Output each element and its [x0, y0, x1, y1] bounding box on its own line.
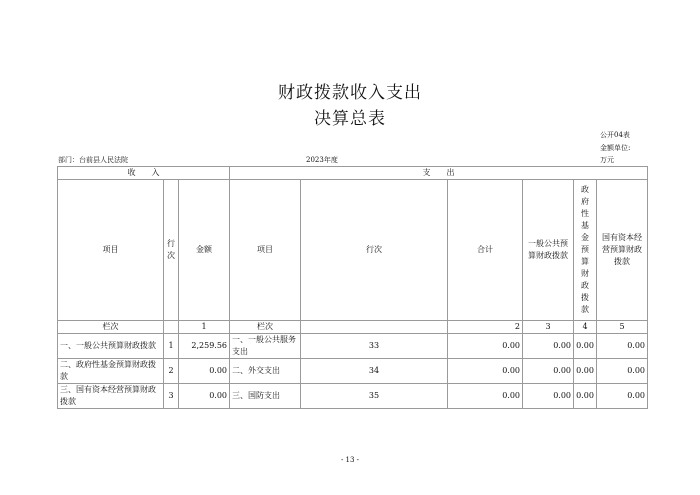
expense-lineno: 34: [301, 359, 448, 384]
col-expense-lineno: 行次: [301, 180, 448, 321]
lanci-4: 4: [574, 321, 597, 334]
col-income-lineno: 行次: [164, 180, 179, 321]
income-item: 一、一般公共预算财政拨款: [58, 334, 164, 359]
page-number: - 13 -: [340, 456, 360, 464]
state-capital-value: 0.00: [597, 359, 648, 384]
state-capital-value: 0.00: [597, 384, 648, 409]
expense-item: 一、一般公共服务支出: [230, 334, 301, 359]
income-item: 二、政府性基金预算财政拨款: [58, 359, 164, 384]
income-lineno: 3: [164, 384, 179, 409]
col-total: 合计: [448, 180, 523, 321]
general-value: 0.00: [523, 384, 574, 409]
lanci-2: 2: [448, 321, 523, 334]
income-amount: 0.00: [179, 359, 230, 384]
col-state-capital: 国有资本经营预算财政拨款: [597, 180, 648, 321]
col-amount: 金额: [179, 180, 230, 321]
income-item: 三、国有资本经营预算财政拨款: [58, 384, 164, 409]
general-value: 0.00: [523, 359, 574, 384]
report-title-line1: 财政拨款收入支出: [278, 83, 422, 103]
income-amount: 2,259.56: [179, 334, 230, 359]
expense-item: 三、国防支出: [230, 384, 301, 409]
gov-fund-value: 0.00: [574, 334, 597, 359]
report-title-line2: 决算总表: [314, 109, 386, 129]
lanci-5: 5: [597, 321, 648, 334]
lanci-label: 栏次: [58, 321, 164, 334]
unit-value: 万元: [600, 156, 614, 164]
income-lineno: 2: [164, 359, 179, 384]
expense-lineno: 35: [301, 384, 448, 409]
col-expense-item: 项目: [230, 180, 301, 321]
lanci-1: 1: [179, 321, 230, 334]
gov-fund-value: 0.00: [574, 384, 597, 409]
col-general-budget: 一般公共预算财政拨款: [523, 180, 574, 321]
lanci-label-2: 栏次: [230, 321, 301, 334]
total-value: 0.00: [448, 334, 523, 359]
general-value: 0.00: [523, 334, 574, 359]
lanci-3: 3: [523, 321, 574, 334]
table-row: [58, 359, 648, 384]
table-row: [58, 334, 648, 359]
income-amount: 0.00: [179, 384, 230, 409]
income-header: 收 入: [58, 167, 230, 180]
expense-item: 二、外交支出: [230, 359, 301, 384]
state-capital-value: 0.00: [597, 334, 648, 359]
fiscal-year: 2023年度: [306, 156, 338, 164]
form-number: 公开04表: [600, 131, 630, 139]
col-gov-fund: 政 府 性 基 金 预 算 财 政 拨 款: [574, 180, 597, 321]
income-lineno: 1: [164, 334, 179, 359]
col-income-item: 项目: [58, 180, 164, 321]
gov-fund-value: 0.00: [574, 359, 597, 384]
expense-lineno: 33: [301, 334, 448, 359]
expense-header: 支 出: [230, 167, 648, 180]
department-label: 部门：台前县人民法院: [58, 156, 128, 164]
table-row: [58, 384, 648, 409]
final-accounts-table: [57, 166, 648, 409]
total-value: 0.00: [448, 359, 523, 384]
unit-label: 金额单位:: [600, 144, 631, 152]
total-value: 0.00: [448, 384, 523, 409]
